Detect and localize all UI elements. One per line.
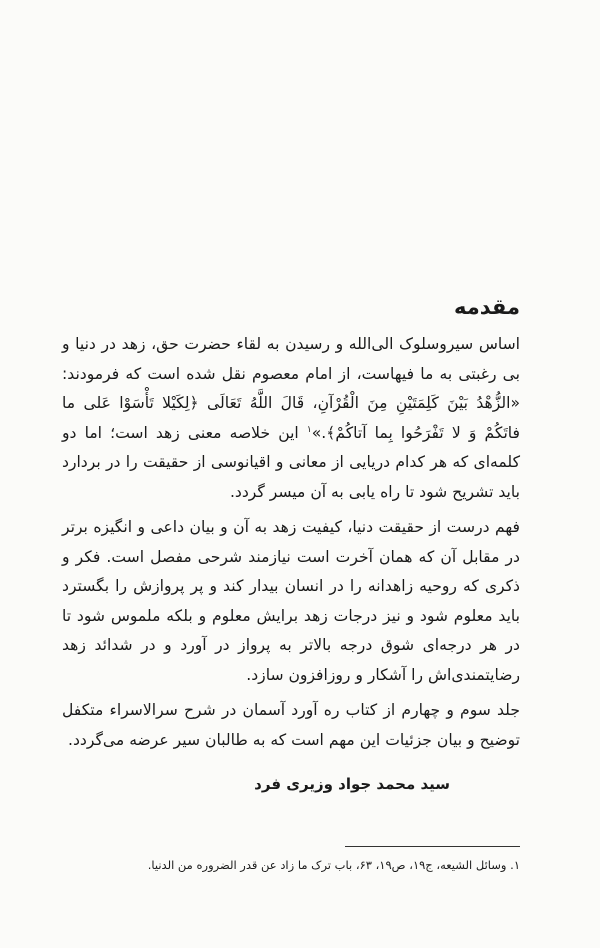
page-content bbox=[62, 292, 520, 797]
footnote-divider bbox=[345, 846, 520, 847]
paragraph-3: جلد سوم و چهارم از کتاب ره آورد آسمان در شرح سرالاسراء متکفل توضیح و بیان جزئیات این مهم است که به طالبان سیر عرضه می‌گردد. bbox=[62, 701, 520, 749]
footnote: ۱. وسائل الشیعه، ج۱۹، ص۱۹، ۶۳، باب ترک ما زاد عن قدر الضروره من الدنیا. bbox=[147, 858, 520, 872]
paragraph-1 bbox=[62, 330, 520, 507]
author-signature: سید محمد جواد وزیری فرد bbox=[254, 775, 450, 793]
paragraph-2: فهم درست از حقیقت دنیا، کیفیت زهد به آن و بیان داعی و انگیزه برتر در مقابل آن که همان آخرت است نیازمند شرحی مفصل است. فکر و ذکری که روحیه زاهدانه را در انسان بیدار کند و پر پروازش را بگسترد باید معلوم شود و نیز درجات زهد برایش معلوم و بلکه ملموس شود تا در هر درجه‌ای شوق درجه بالاتر به پرواز در آورد و در شدائد زهد رضایتمندی‌اش را آشکار و روزافزون سازد. bbox=[62, 518, 520, 684]
footnote-reference: ۱ bbox=[306, 424, 312, 435]
paragraph-1-tail: این خلاصه معنی زهد است؛ اما دو کلمه‌ای که هر کدام دریایی از معانی و اقیانوسی از حقیقت را در بردارد باید تشریح شود تا راه یابی به آن میسر گردد. bbox=[62, 423, 520, 501]
section-heading: مقدمه bbox=[454, 295, 520, 319]
paragraph-1-text: اساس سیروسلوک الی‌الله و رسیدن به لقاء حضرت حق، زهد در دنیا و بی رغبتی به ما فیهاست، از امام معصوم نقل شده است که فرمودند: «الزُّهْدُ بَيْنَ كَلِمَتَيْنِ مِنَ الْقُرْآنِ، قَالَ اللَّهُ تَعَالَى ﴿لِكَيْلا تَأْسَوْا عَلى ما فاتَكُمْ وَ لا تَفْرَحُوا بِما آتاكُمْ﴾.» bbox=[62, 335, 520, 442]
